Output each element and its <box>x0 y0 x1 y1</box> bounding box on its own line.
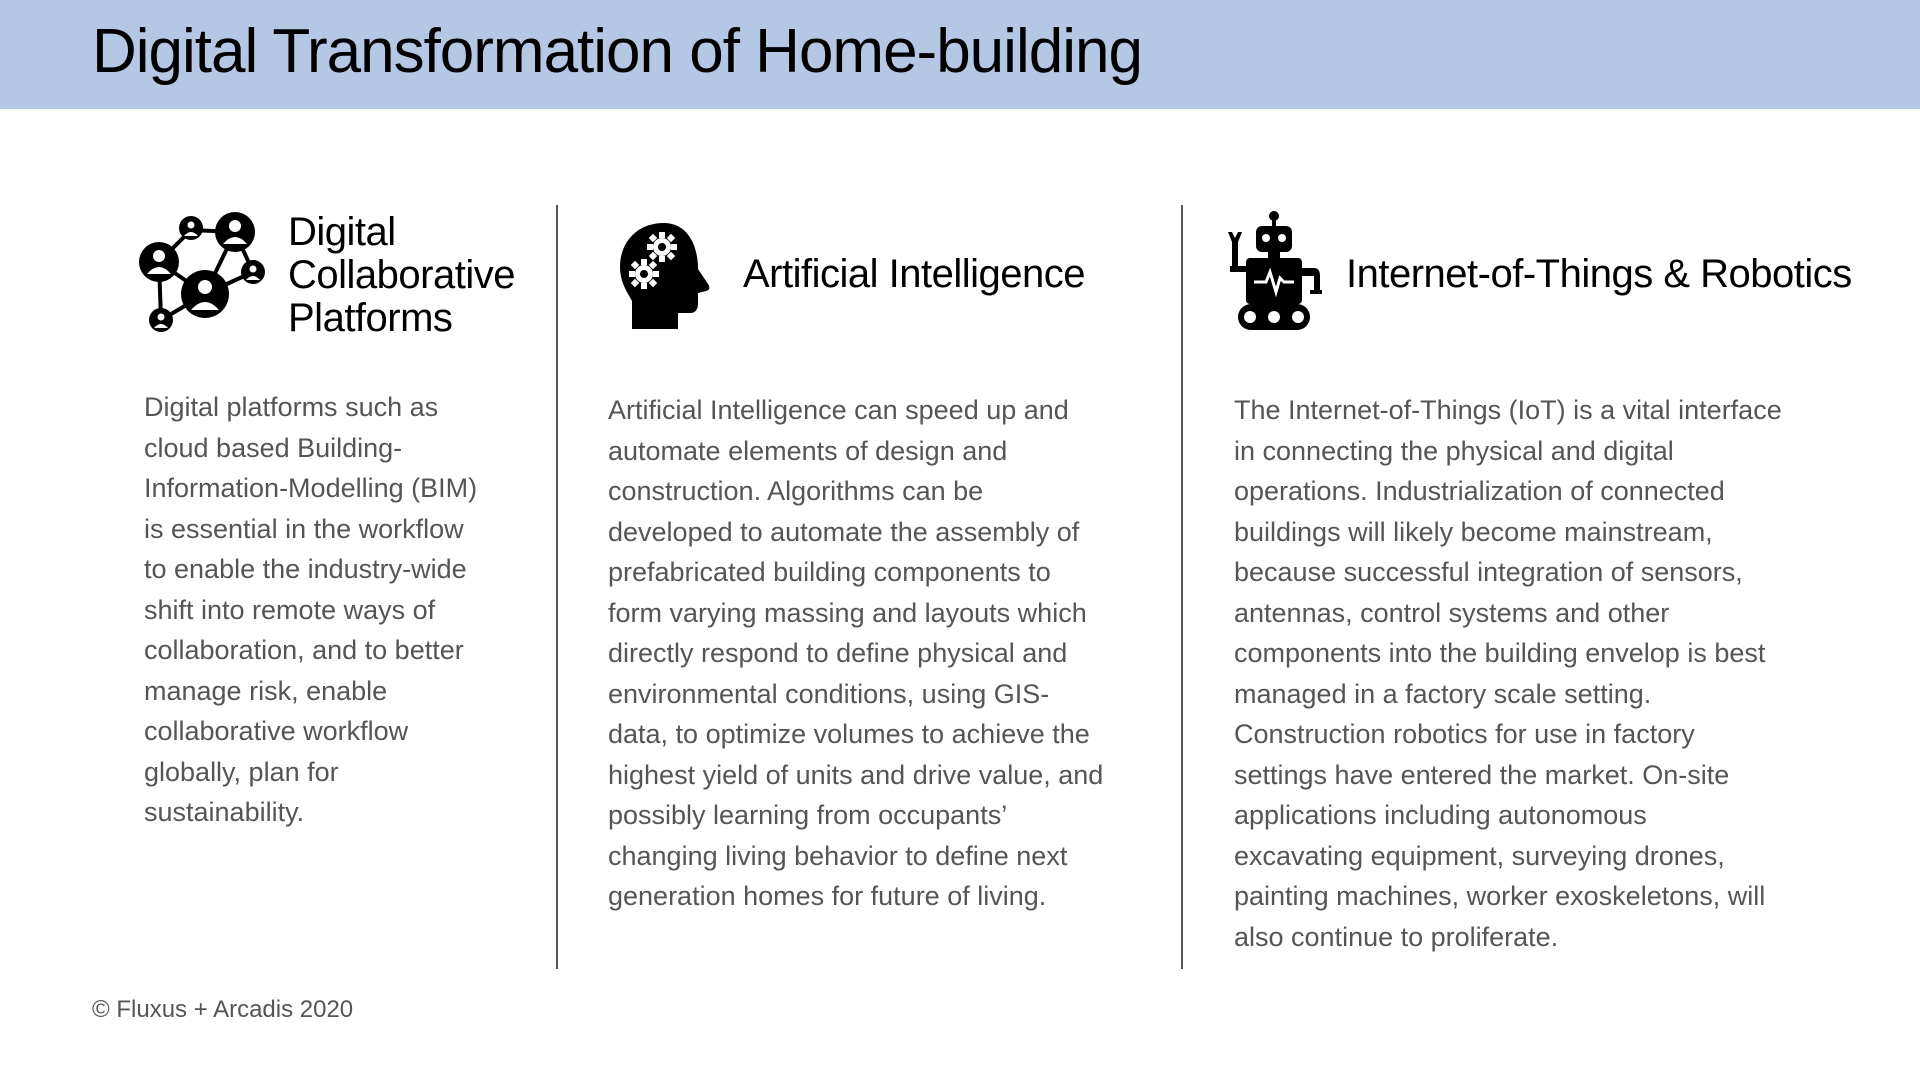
column-heading-artificial-intelligence: Artificial Intelligence <box>743 252 1085 296</box>
column-divider <box>556 205 558 969</box>
robot-icon <box>1226 210 1322 332</box>
column-body-digital-platforms: Digital platforms such as cloud based Building- Information-Modelling (BIM) is essential in the workflow to enable the industry-wide shift into remote ways of collaboration, and to better manage risk, enable collaborative workflow globally, plan for sustainability. <box>144 392 478 827</box>
title-bar <box>0 0 1920 109</box>
column-body-iot-robotics: The Internet-of-Things (IoT) is a vital interface in connecting the physical and digital operations. Industrialization of connected buildings will likely become mainstream, because successful integration of sensors, antennas, control systems and other components into the building envelop is best managed in a factory scale setting. Construction robotics for use in factory settings have entered the market. On-site applications including autonomous excavating equipment, surveying drones, painting machines, worker exoskeletons, will also continue to proliferate. <box>1234 395 1782 952</box>
network-people-icon <box>133 212 265 336</box>
head-gears-icon <box>616 221 712 331</box>
page-title: Digital Transformation of Home-building <box>92 17 1142 86</box>
column-body-artificial-intelligence: Artificial Intelligence can speed up and automate elements of design and construction. Algorithms can be developed to automate the assembly of prefabricated building components to form varying massing and layouts which directly respond to define physical and environmental conditions, using GIS- data, to optimize volumes to achieve the highest yield of units and drive value, and possibly learning from occupants’ changing living behavior to define next generation homes for future of living. <box>608 395 1104 911</box>
column-heading-iot-robotics: Internet-of-Things & Robotics <box>1346 252 1852 296</box>
column-heading-digital-platforms: Digital Collaborative Platforms <box>288 210 515 340</box>
column-divider <box>1181 205 1183 969</box>
copyright-footer: © Fluxus + Arcadis 2020 <box>92 996 354 1023</box>
